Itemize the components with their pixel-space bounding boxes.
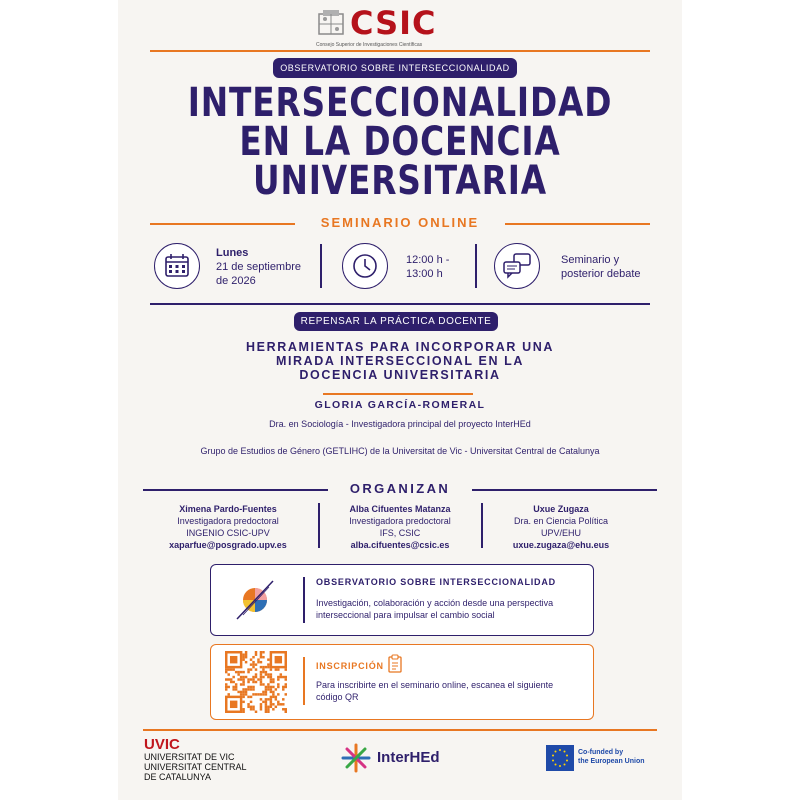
clock-icon — [343, 244, 387, 288]
interhed-logo-text: InterHEd — [377, 749, 440, 766]
eu-flag-icon — [546, 745, 574, 771]
top-pill: OBSERVATORIO SOBRE INTERSECCIONALIDAD — [273, 58, 517, 78]
organizer-card — [320, 503, 480, 551]
talk-title-line: DOCENCIA UNIVERSITARIA — [299, 368, 501, 382]
organizer-name: Alba Cifuentes Matanza — [349, 504, 451, 514]
organizer-role: Investigadora predoctoral — [177, 516, 279, 526]
registration-box — [210, 644, 594, 720]
organizer-card — [481, 503, 641, 551]
clipboard-icon — [387, 654, 403, 674]
speaker-role: Dra. en Sociología - Investigadora principal del proyecto InterHEd — [269, 419, 531, 429]
talk-title-line: MIRADA INTERSECCIONAL EN LA — [275, 354, 525, 368]
observatory-text: Investigación, colaboración y acción desde una perspectiva interseccional para impulsar el cambio social — [316, 598, 554, 620]
csic-logo-text: CSIC — [350, 4, 437, 42]
registration-text: Para inscribirte en el seminario online, escanea el siguiente código QR — [316, 680, 554, 702]
date-line3: de 2026 — [216, 275, 256, 287]
organizers-divider-left — [143, 489, 328, 491]
observatory-box — [210, 564, 594, 636]
eu-cofunded-logo — [546, 745, 652, 773]
date-line2: 21 de septiembre — [216, 261, 301, 273]
seminar-divider-left — [150, 223, 295, 225]
eu-line: Co-funded by — [578, 749, 624, 756]
poster — [118, 0, 682, 800]
organizer-org: INGENIO CSIC-UPV — [186, 528, 270, 538]
observatory-separator — [303, 577, 305, 623]
talk-title-line: HERRAMIENTAS PARA INCORPORAR UNA — [246, 340, 554, 354]
organizer-email[interactable]: xaparfue@posgrado.upv.es — [169, 540, 287, 550]
csic-logo — [316, 6, 476, 48]
seminar-divider-right — [505, 223, 650, 225]
observatory-title: OBSERVATORIO SOBRE INTERSECCIONALIDAD — [316, 577, 556, 587]
eu-cofunded-text — [578, 748, 645, 766]
eu-line: the European Union — [578, 758, 645, 765]
organizer-org: UPV/EHU — [540, 528, 581, 538]
organizer-email[interactable]: uxue.zugaza@ehu.eus — [512, 540, 610, 550]
seminar-type: SEMINARIO ONLINE — [320, 215, 480, 230]
organizer-card — [148, 503, 308, 551]
calendar-icon — [155, 244, 199, 288]
uvic-line: UNIVERSITAT DE VIC — [144, 752, 235, 762]
format-line1: Seminario y — [561, 254, 620, 266]
footer-divider — [143, 729, 657, 731]
registration-separator — [303, 657, 305, 705]
format-line2: posterior debate — [561, 268, 641, 280]
organizer-org: IFS, CSIC — [379, 528, 421, 538]
date-info — [216, 246, 301, 288]
section-pill: REPENSAR LA PRÁCTICA DOCENTE — [294, 312, 498, 331]
interhed-logo — [340, 742, 470, 776]
date-day: Lunes — [216, 247, 249, 259]
header-divider — [150, 50, 650, 52]
speaker-affiliation: Grupo de Estudios de Género (GETLIHC) de la Universitat de Vic - Universitat Central de Catalunya — [200, 446, 600, 456]
time-line2: 13:00 h — [406, 268, 443, 280]
organizer-name: Ximena Pardo-Fuentes — [179, 504, 277, 514]
organizer-name: Uxue Zugaza — [533, 504, 589, 514]
title-line: INTERSECCIONALIDAD — [187, 80, 613, 126]
chat-bubbles-icon — [495, 244, 539, 288]
speaker-name: GLORIA GARCÍA-ROMERAL — [314, 399, 486, 411]
organizers-heading: ORGANIZAN — [349, 481, 451, 496]
organizers-divider-right — [472, 489, 657, 491]
registration-qr-code[interactable] — [225, 651, 287, 713]
title-line: EN LA DOCENCIA — [239, 119, 561, 165]
organizer-role: Investigadora predoctoral — [349, 516, 451, 526]
talk-title — [118, 340, 682, 382]
uvic-logo — [144, 737, 274, 782]
title-line: UNIVERSITARIA — [253, 158, 547, 204]
organizer-email[interactable]: alba.cifuentes@csic.es — [350, 540, 450, 550]
speaker-divider — [323, 393, 473, 395]
time-line1: 12:00 h - — [406, 254, 450, 266]
organizer-role: Dra. en Ciencia Política — [513, 516, 609, 526]
format-info — [561, 253, 641, 281]
uvic-line: DE CATALUNYA — [144, 772, 212, 782]
info-separator — [475, 244, 477, 288]
csic-logo-subtitle: Consejo Superior de Investigaciones Científicas — [316, 42, 423, 48]
uvic-logo-text: UVIC — [144, 736, 180, 753]
csic-crest-icon — [316, 8, 346, 38]
registration-title: INSCRIPCIÓN — [316, 661, 384, 671]
clock-icon-circle — [342, 243, 388, 289]
uvic-line: UNIVERSITAT CENTRAL — [144, 762, 247, 772]
chat-icon-circle — [494, 243, 540, 289]
observatory-logo-icon — [229, 575, 281, 625]
info-divider — [150, 303, 650, 305]
time-info — [406, 253, 449, 281]
info-separator — [320, 244, 322, 288]
interhed-star-icon — [340, 742, 372, 774]
calendar-icon-circle — [154, 243, 200, 289]
main-title — [118, 80, 682, 204]
